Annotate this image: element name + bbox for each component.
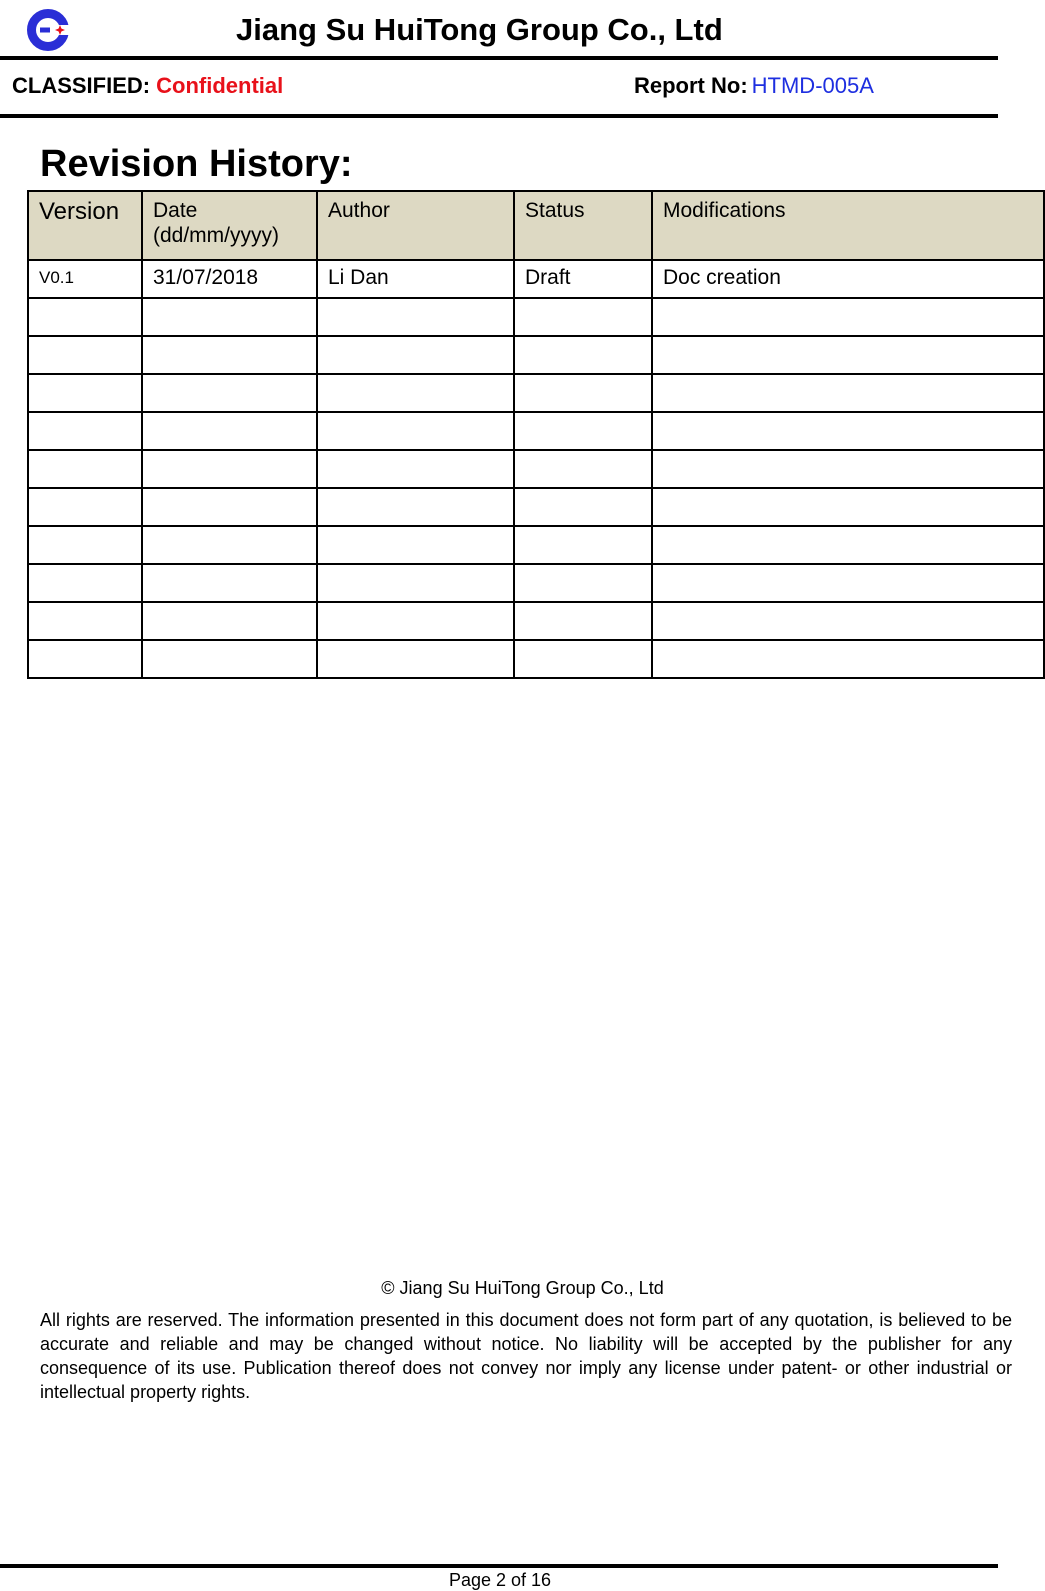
table-row bbox=[28, 298, 1044, 336]
cell-status bbox=[514, 298, 652, 336]
cell-version: V0.1 bbox=[28, 260, 142, 298]
classified-value: Confidential bbox=[156, 73, 284, 98]
column-header-author: Author bbox=[317, 191, 514, 260]
cell-date bbox=[142, 336, 317, 374]
revision-table bbox=[27, 190, 1045, 679]
cell-date: 31/07/2018 bbox=[142, 260, 317, 298]
cell-author: Li Dan bbox=[317, 260, 514, 298]
cell-date bbox=[142, 640, 317, 678]
cell-author bbox=[317, 564, 514, 602]
cell-status bbox=[514, 526, 652, 564]
column-header-date: Date (dd/mm/yyyy) bbox=[142, 191, 317, 260]
cell-modifications bbox=[652, 526, 1044, 564]
cell-author bbox=[317, 488, 514, 526]
table-row bbox=[28, 640, 1044, 678]
column-header-version: Version bbox=[28, 191, 142, 260]
header-rule-bottom bbox=[0, 114, 998, 118]
cell-status bbox=[514, 640, 652, 678]
company-name: Jiang Su HuiTong Group Co., Ltd bbox=[236, 12, 723, 47]
cell-modifications bbox=[652, 602, 1044, 640]
table-row bbox=[28, 526, 1044, 564]
cell-status: Draft bbox=[514, 260, 652, 298]
cell-date bbox=[142, 564, 317, 602]
revision-history-title: Revision History: bbox=[40, 143, 353, 185]
cell-modifications bbox=[652, 488, 1044, 526]
cell-version bbox=[28, 564, 142, 602]
cell-author bbox=[317, 374, 514, 412]
table-row bbox=[28, 450, 1044, 488]
cell-version bbox=[28, 450, 142, 488]
copyright-line: © Jiang Su HuiTong Group Co., Ltd bbox=[381, 1278, 664, 1298]
cell-modifications bbox=[652, 298, 1044, 336]
cell-author bbox=[317, 450, 514, 488]
table-row bbox=[28, 602, 1044, 640]
cell-modifications bbox=[652, 412, 1044, 450]
cell-author bbox=[317, 640, 514, 678]
cell-author bbox=[317, 298, 514, 336]
cell-version bbox=[28, 488, 142, 526]
footer-rule bbox=[0, 1564, 998, 1568]
cell-version bbox=[28, 640, 142, 678]
classified-label: CLASSIFIED: bbox=[12, 73, 151, 98]
cell-status bbox=[514, 488, 652, 526]
table-row bbox=[28, 412, 1044, 450]
cell-modifications bbox=[652, 374, 1044, 412]
cell-version bbox=[28, 412, 142, 450]
cell-version bbox=[28, 602, 142, 640]
cell-date bbox=[142, 450, 317, 488]
report-value: HTMD-005A bbox=[751, 73, 874, 98]
cell-modifications bbox=[652, 564, 1044, 602]
cell-modifications bbox=[652, 640, 1044, 678]
report-number bbox=[634, 73, 874, 99]
table-row bbox=[28, 336, 1044, 374]
cell-modifications bbox=[652, 336, 1044, 374]
table-row bbox=[28, 488, 1044, 526]
cell-author bbox=[317, 526, 514, 564]
cell-status bbox=[514, 412, 652, 450]
cell-author bbox=[317, 412, 514, 450]
column-header-modifications: Modifications bbox=[652, 191, 1044, 260]
cell-status bbox=[514, 336, 652, 374]
cell-date bbox=[142, 488, 317, 526]
column-header-status: Status bbox=[514, 191, 652, 260]
cell-modifications bbox=[652, 450, 1044, 488]
table-row bbox=[28, 260, 1044, 298]
legal-notice: All rights are reserved. The information presented in this document does not form part of any quotation, is believed to be accurate and reliable and may be changed without notice. No liability will be accepted by the publisher for any consequence of its use. Publication thereof does not convey nor imply any license under patent- or other industrial or intellectual property rights. bbox=[40, 1310, 1012, 1402]
cell-date bbox=[142, 298, 317, 336]
cell-author bbox=[317, 336, 514, 374]
cell-status bbox=[514, 450, 652, 488]
cell-author bbox=[317, 602, 514, 640]
table-row bbox=[28, 374, 1044, 412]
table-row bbox=[28, 564, 1044, 602]
cell-version bbox=[28, 374, 142, 412]
cell-status bbox=[514, 564, 652, 602]
cell-version bbox=[28, 526, 142, 564]
cell-version bbox=[28, 298, 142, 336]
classification bbox=[12, 73, 283, 99]
header-rule-top bbox=[0, 56, 998, 60]
cell-date bbox=[142, 602, 317, 640]
cell-modifications: Doc creation bbox=[652, 260, 1044, 298]
table-header-row bbox=[28, 191, 1044, 260]
cell-status bbox=[514, 374, 652, 412]
cell-date bbox=[142, 374, 317, 412]
cell-date bbox=[142, 526, 317, 564]
cell-status bbox=[514, 602, 652, 640]
report-label: Report No: bbox=[634, 73, 748, 98]
company-logo-icon bbox=[26, 6, 70, 54]
cell-date bbox=[142, 412, 317, 450]
cell-version bbox=[28, 336, 142, 374]
page-number: Page 2 of 16 bbox=[448, 1570, 552, 1590]
